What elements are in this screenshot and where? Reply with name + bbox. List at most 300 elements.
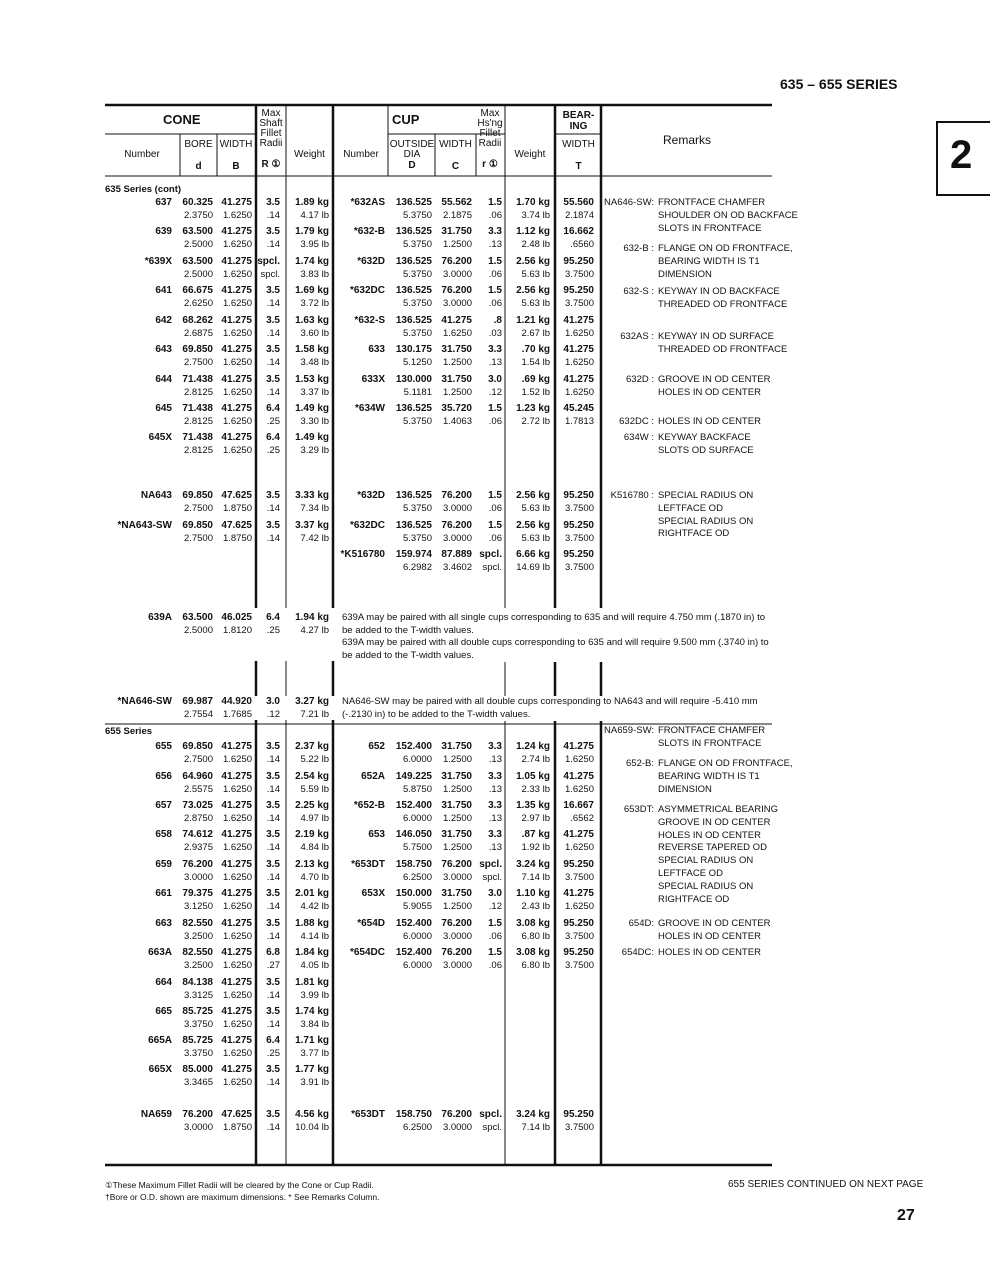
shaft-fillet-value-imperial: .27 [266,959,280,971]
outside-dia-value-imperial: 5.3750 [402,238,432,250]
housing-fillet-value [479,1109,502,1134]
bore-value-metric: 63.500 [182,256,213,267]
remark-text: GROOVE IN OD CENTER [658,918,771,929]
housing-fillet-value-metric: 1.5 [488,403,502,414]
cup-width-value [441,947,472,972]
shaft-fillet-value [266,403,280,428]
outside-dia-value-imperial: 5.3750 [402,297,432,309]
housing-fillet-value-metric: 1.5 [488,520,502,531]
remark-text: THREADED OD FRONTFACE [658,298,788,310]
bearing-width-value-imperial: 3.7500 [564,297,594,309]
remark-line [604,738,761,751]
bore-value-imperial: 2.7500 [183,532,213,544]
cone-weight-value-metric: 1.74 kg [295,256,329,267]
shaft-fillet-value-imperial: .14 [266,812,280,824]
max-hsng-1: Hs'ng [477,118,503,129]
shaft-fillet-value-metric: 3.5 [266,374,280,385]
remark-key: 654DC: [621,947,654,958]
cone-number: 665X [148,1064,172,1075]
cup-weight-value [516,859,550,884]
shaft-fillet-value-metric: 3.5 [266,888,280,899]
cone-weight-value-metric: 1.81 kg [295,977,329,988]
cup-weight-value-metric: 3.24 kg [516,859,550,870]
bore-value [182,256,213,281]
shaft-fillet-value-imperial: .14 [266,209,280,221]
max-shaft-2: Fillet [260,128,282,139]
cup-width-value-metric: 31.750 [441,829,472,840]
cone-width-value-imperial: 1.6250 [222,930,252,942]
remark-line [604,842,767,855]
cup-weight-value [516,947,550,972]
remark-text: HOLES IN OD CENTER [658,947,761,958]
bearing-width-value-imperial: 1.6250 [564,356,594,368]
housing-fillet-value [488,741,502,766]
cone-number: 663 [155,918,172,929]
housing-fillet-value-imperial: .06 [488,959,502,971]
cup-weight-value-metric: 2.56 kg [516,256,550,267]
housing-fillet-value [488,520,502,545]
shaft-fillet-value-metric: 3.5 [266,829,280,840]
bore-value [182,490,213,515]
cup-weight-value [516,315,550,340]
cone-weight-value-metric: 1.77 kg [295,1064,329,1075]
cone-width-value-metric: 41.275 [221,918,252,929]
housing-fillet-value-metric: 1.5 [488,490,502,501]
cone-width-value [221,403,252,428]
cone-width-value-imperial: 1.6250 [222,1076,252,1088]
bearing-width-value-metric: 41.275 [563,374,594,385]
outside-dia-value-imperial: 5.3750 [402,415,432,427]
cone-number: 642 [155,315,172,326]
cup-number: *653DT [351,1109,385,1120]
shaft-fillet-value-imperial: .25 [266,444,280,456]
remark-line [604,881,753,894]
cone-width-value-imperial: 1.8750 [222,502,252,514]
bore-value-imperial: 2.5000 [183,268,213,280]
bore-value [182,374,213,399]
cup-weight-value-imperial: 2.43 lb [521,900,550,912]
cup-weight-value-metric: 1.23 kg [516,403,550,414]
remark-text: SLOTS IN FRONTFACE [658,222,762,234]
shaft-fillet-value-imperial: .14 [266,930,280,942]
shaft-fillet-value-metric: 3.5 [266,1006,280,1017]
shaft-fillet-value-metric: 3.5 [266,197,280,208]
cup-weight-value-imperial: 5.63 lb [521,502,550,514]
bore-value [182,859,213,884]
cone-weight-value-metric: 1.69 kg [295,285,329,296]
cone-width-value-metric: 41.275 [221,256,252,267]
bearing-width-value-imperial: 3.7500 [564,959,594,971]
housing-fillet-value-metric: 1.5 [488,947,502,958]
cup-weight-value-metric: 2.56 kg [516,490,550,501]
cone-weight-value-metric: 1.74 kg [295,1006,329,1017]
cup-width-value [441,344,472,369]
shaft-fillet-value-imperial: spcl. [260,268,280,280]
shaft-fillet-value-metric: 3.5 [266,741,280,752]
remark-key: 632AS : [620,331,654,342]
cone-number: 657 [155,800,172,811]
shaft-fillet-value [266,226,280,251]
shaft-fillet-value-metric: 3.5 [266,520,280,531]
cone-number: 645 [155,403,172,414]
cup-weight-value-imperial: 2.72 lb [521,415,550,427]
cup-width-value-metric: 31.750 [441,741,472,752]
cone-number: 639A [148,612,172,623]
page-title: 635 – 655 SERIES [780,76,898,92]
remark-line [604,331,774,344]
cone-width-value [221,800,252,825]
cup-number: 633X [361,374,385,385]
cone-width-value-metric: 47.625 [221,490,252,501]
cup-number: 633 [368,344,385,355]
outside-dia-value-metric: 158.750 [395,1109,432,1120]
cup-width-value [441,285,472,310]
remark-text: ASYMMETRICAL BEARING [658,804,779,815]
bore-value [182,888,213,913]
bore-value-imperial: 3.0000 [183,871,213,883]
remark-text: SPECIAL RADIUS ON [658,880,754,892]
cone-width-value-metric: 41.275 [221,403,252,414]
housing-fillet-value-imperial: spcl. [482,871,502,883]
b-symbol: B [232,161,240,172]
remark-line [604,758,793,771]
housing-fillet-value-metric: 1.5 [488,197,502,208]
cup-number: *632-S [354,315,385,326]
cone-width-value-imperial: 1.6250 [222,959,252,971]
cone-width-value [221,490,252,515]
outside-dia-value-metric: 158.750 [395,859,432,870]
bore-value [182,344,213,369]
bore-value-imperial: 2.5000 [183,238,213,250]
cone-width-value-imperial: 1.6250 [222,209,252,221]
cone-width-value [221,1064,252,1089]
cone-weight-value-imperial: 3.99 lb [300,989,329,1001]
cone-weight-value-imperial: 10.04 lb [295,1121,329,1133]
bore-value [182,1064,213,1089]
outside-dia-value-imperial: 5.8750 [402,783,432,795]
cone-weight-value-imperial: 4.84 lb [300,841,329,853]
cone-width-value-imperial: 1.6250 [222,753,252,765]
remark-key: 632-S : [623,286,654,297]
bearing-width-value-metric: 95.250 [563,285,594,296]
cone-weight-value-imperial: 3.37 lb [300,386,329,398]
bore-value-imperial: 2.6250 [183,297,213,309]
cone-width-value-metric: 41.275 [221,197,252,208]
cup-width-value [441,888,472,913]
cup-width-value [441,374,472,399]
housing-fillet-value [488,947,502,972]
shaft-fillet-value-metric: 3.5 [266,800,280,811]
cone-width-value [221,226,252,251]
shaft-fillet-value-metric: 3.5 [266,859,280,870]
housing-fillet-value-imperial: .06 [488,268,502,280]
cone-number: 641 [155,285,172,296]
cup-width-value-metric: 31.750 [441,800,472,811]
note-na646: NA646-SW may be paired with all double cups corresponding to NA643 and will require -5.410 mm (-.2130 in) to be added to the T-width values. [342,696,772,721]
outside-dia-value [396,859,432,884]
bore-value [182,612,213,637]
section-label-635: 635 Series (cont) [105,184,182,195]
bore-value [182,696,213,721]
cone-width-value-metric: 41.275 [221,226,252,237]
cup-number: *654DC [349,947,385,958]
t-symbol: T [575,161,582,172]
cup-weight-value-imperial: 6.80 lb [521,930,550,942]
housing-fillet-value-imperial: .13 [488,841,502,853]
bore-value-metric: 69.850 [182,520,213,531]
cone-weight-value [295,741,329,766]
bearing-width-value [563,520,594,545]
outside-dia-value [396,226,432,251]
shaft-fillet-value-imperial: .12 [266,708,280,720]
shaft-fillet-value [266,520,280,545]
cone-width-value-imperial: 1.6250 [222,812,252,824]
outside-dia-value [396,741,432,766]
bore-value-metric: 82.550 [182,947,213,958]
housing-fillet-value-imperial: .06 [488,502,502,514]
cone-number: 639 [155,226,172,237]
cone-width-value [221,696,252,721]
cone-width-value [221,829,252,854]
shaft-fillet-value [266,947,280,972]
cone-weight-value-imperial: 7.34 lb [300,502,329,514]
note-639a-single: 639A may be paired with all single cups corresponding to 635 and will require 4.750 mm (.1870 in) to be added to the T-width values. [342,612,772,637]
cone-width-value-imperial: 1.6250 [222,415,252,427]
bearing-width-value-metric: 41.275 [563,771,594,782]
remark-line [604,894,729,907]
cup-width-value-imperial: 2.1875 [442,209,472,221]
remark-key: NA659-SW: [604,725,654,736]
cup-width-value-imperial: 1.4063 [442,415,472,427]
cup-width-value-metric: 76.200 [441,918,472,929]
outside-dia-value [396,315,432,340]
shaft-fillet-value-imperial: .14 [266,1018,280,1030]
bearing-width-value-metric: 95.250 [563,1109,594,1120]
bore-value-imperial: 2.6875 [183,327,213,339]
housing-fillet-value-metric: 3.3 [488,741,502,752]
cone-number: 645X [148,432,172,443]
cup-number: *632AS [350,197,385,208]
remark-line [604,771,760,784]
outside-dia-value-imperial: 6.2500 [402,871,432,883]
remark-text: LEFTFACE OD [658,502,723,514]
shaft-fillet-value [266,315,280,340]
housing-fillet-value-metric: spcl. [479,859,502,870]
outside-dia-value [396,888,432,913]
cup-weight-value-metric: 2.56 kg [516,520,550,531]
shaft-fillet-value-imperial: .25 [266,624,280,636]
housing-fillet-value [489,315,502,340]
bore-value-imperial: 2.7500 [183,502,213,514]
shaft-fillet-value-imperial: .25 [266,415,280,427]
cone-weight-value-metric: 3.27 kg [295,696,329,707]
outside-dia-value-metric: 136.525 [395,226,432,237]
outside-dia-value-imperial: 6.0000 [402,812,432,824]
outside-dia-0: OUTSIDE [389,139,435,150]
bore-value-metric: 68.262 [182,315,213,326]
shaft-fillet-value [266,285,280,310]
remark-line [604,503,723,516]
housing-fillet-value-imperial: .13 [488,238,502,250]
housing-fillet-value-metric: 3.3 [488,829,502,840]
bearing-width-value [563,771,594,796]
remark-text: REVERSE TAPERED OD [658,842,767,854]
cone-number: 665A [148,1035,172,1046]
bearing-width-value-metric: 95.250 [563,490,594,501]
max-hsng-2: Fillet [479,128,501,139]
bore-value-imperial: 3.1250 [183,900,213,912]
bore-value [182,741,213,766]
remark-line [604,528,729,541]
bearing-width-value-imperial: 3.7500 [564,502,594,514]
cone-weight-value-metric: 2.54 kg [295,771,329,782]
bore-value [182,315,213,340]
cup-number: 653X [361,888,385,899]
remark-text: HOLES IN OD CENTER [658,416,761,427]
bore-value-metric: 82.550 [182,918,213,929]
cup-weight-value-imperial: 7.14 lb [521,1121,550,1133]
housing-fillet-value-imperial: .03 [488,327,502,339]
remark-text: KEYWAY IN OD BACKFACE [658,286,780,297]
outside-dia-value-metric: 130.175 [395,344,432,355]
cup-weight-value-imperial: 2.74 lb [521,753,550,765]
remark-line [604,490,753,503]
max-hsng-3: Radii [478,138,502,149]
outside-dia-value-metric: 136.525 [395,315,432,326]
cup-weight-value [516,256,550,281]
cone-weight-value [295,696,329,721]
bore-value-imperial: 2.7554 [183,708,213,720]
remark-text: FRONTFACE CHAMFER [658,197,766,208]
bore-value-imperial: 3.3125 [183,989,213,1001]
cone-number: *639X [144,256,172,267]
shaft-fillet-value [266,800,280,825]
cone-width-value [221,520,252,545]
cone-weight-value-imperial: 4.97 lb [300,812,329,824]
bore-value-metric: 84.138 [182,977,213,988]
remark-text: RIGHTFACE OD [658,893,730,905]
shaft-fillet-value-metric: 3.5 [266,344,280,355]
cone-number: 665 [155,1006,172,1017]
bore-value-imperial: 2.5575 [183,783,213,795]
cone-width-value-metric: 41.275 [221,741,252,752]
remark-line [604,416,761,429]
bearing-width-value-imperial: 1.6250 [564,386,594,398]
cone-width-value-metric: 47.625 [221,1109,252,1120]
cone-weight-value-imperial: 3.91 lb [300,1076,329,1088]
outside-dia-value-metric: 152.400 [395,918,432,929]
cup-width-value [441,1109,472,1134]
outside-dia-value [396,374,432,399]
outside-dia-value-imperial: 5.3750 [402,268,432,280]
cone-weight-value-metric: 1.58 kg [295,344,329,355]
shaft-fillet-value-imperial: .14 [266,1121,280,1133]
cup-width-value-imperial: 3.0000 [442,297,472,309]
remark-line [604,374,770,387]
outside-dia-value [396,520,432,545]
remark-line [604,784,712,797]
bore-value-metric: 85.000 [182,1064,213,1075]
cone-weight-value-imperial: 4.27 lb [300,624,329,636]
cone-weight-value [295,1006,329,1031]
cup-width-value-metric: 31.750 [441,771,472,782]
housing-fillet-value-imperial: .12 [488,900,502,912]
bore-value-metric: 69.850 [182,490,213,501]
cone-width-value [221,374,252,399]
cone-number: 664 [155,977,172,988]
bore-value-imperial: 3.2500 [183,930,213,942]
cone-weight-value-imperial: 3.72 lb [300,297,329,309]
shaft-fillet-value [266,1006,280,1031]
cone-weight-value [295,1064,329,1089]
housing-fillet-value-metric: spcl. [479,549,502,560]
cup-width-value [441,549,472,574]
housing-fillet-value-metric: 1.5 [488,256,502,267]
cone-width-value [221,315,252,340]
bearing-width-value [563,197,594,222]
outside-dia-value [396,490,432,515]
outside-dia-value [396,947,432,972]
r-hsng-symbol: r ① [482,159,498,170]
remark-text: FLANGE ON OD FRONTFACE, [658,758,793,769]
cup-weight-value-imperial: 1.52 lb [521,386,550,398]
outside-dia-value [396,1109,432,1134]
cone-weight-value [295,226,329,251]
bearing-width-value [563,374,594,399]
shaft-fillet-value [257,256,280,281]
shaft-fillet-value-metric: 3.5 [266,918,280,929]
cone-weight-value-metric: 3.33 kg [295,490,329,501]
housing-fillet-value [488,226,502,251]
cup-number: *632-B [353,226,385,237]
outside-dia-value [396,549,432,574]
cone-weight-value [295,256,329,281]
bearing-width-value-metric: 16.667 [563,800,594,811]
cup-weight-value [516,888,550,913]
cone-number: 637 [155,197,172,208]
cup-width-value-imperial: 1.2500 [442,783,472,795]
bore-symbol: d [195,161,202,172]
bore-value [182,1035,213,1060]
remark-text: RIGHTFACE OD [658,528,730,540]
housing-fillet-value-metric: 3.0 [488,888,502,899]
cone-width-value-metric: 41.275 [221,977,252,988]
cup-width-value-imperial: 1.6250 [442,327,472,339]
cup-width-value-metric: 87.889 [441,549,472,560]
cone-number: 656 [155,771,172,782]
cone-weight-value [295,888,329,913]
shaft-fillet-value-imperial: .14 [266,900,280,912]
bearing-width-value-imperial: .6562 [570,812,594,824]
cup-width-value [441,520,472,545]
bearing-width-value [563,888,594,913]
cone-weight-value [295,918,329,943]
bearing-width-value-metric: 41.275 [563,315,594,326]
shaft-fillet-value [266,490,280,515]
outside-dia-value-imperial: 5.3750 [402,502,432,514]
cone-width-value-metric: 41.275 [221,315,252,326]
cup-weight-value-metric: 1.10 kg [516,888,550,899]
cup-width-value-metric: 76.200 [441,859,472,870]
outside-dia-value [396,285,432,310]
bearing-width-value [563,403,594,428]
cup-weight-value [516,918,550,943]
cone-width-value-metric: 41.275 [221,800,252,811]
cone-width-value-metric: 41.275 [221,1006,252,1017]
remark-text: SLOTS OD SURFACE [658,444,754,456]
bearing-width-header: WIDTH [562,139,595,150]
cone-width-value-metric: 41.275 [221,374,252,385]
